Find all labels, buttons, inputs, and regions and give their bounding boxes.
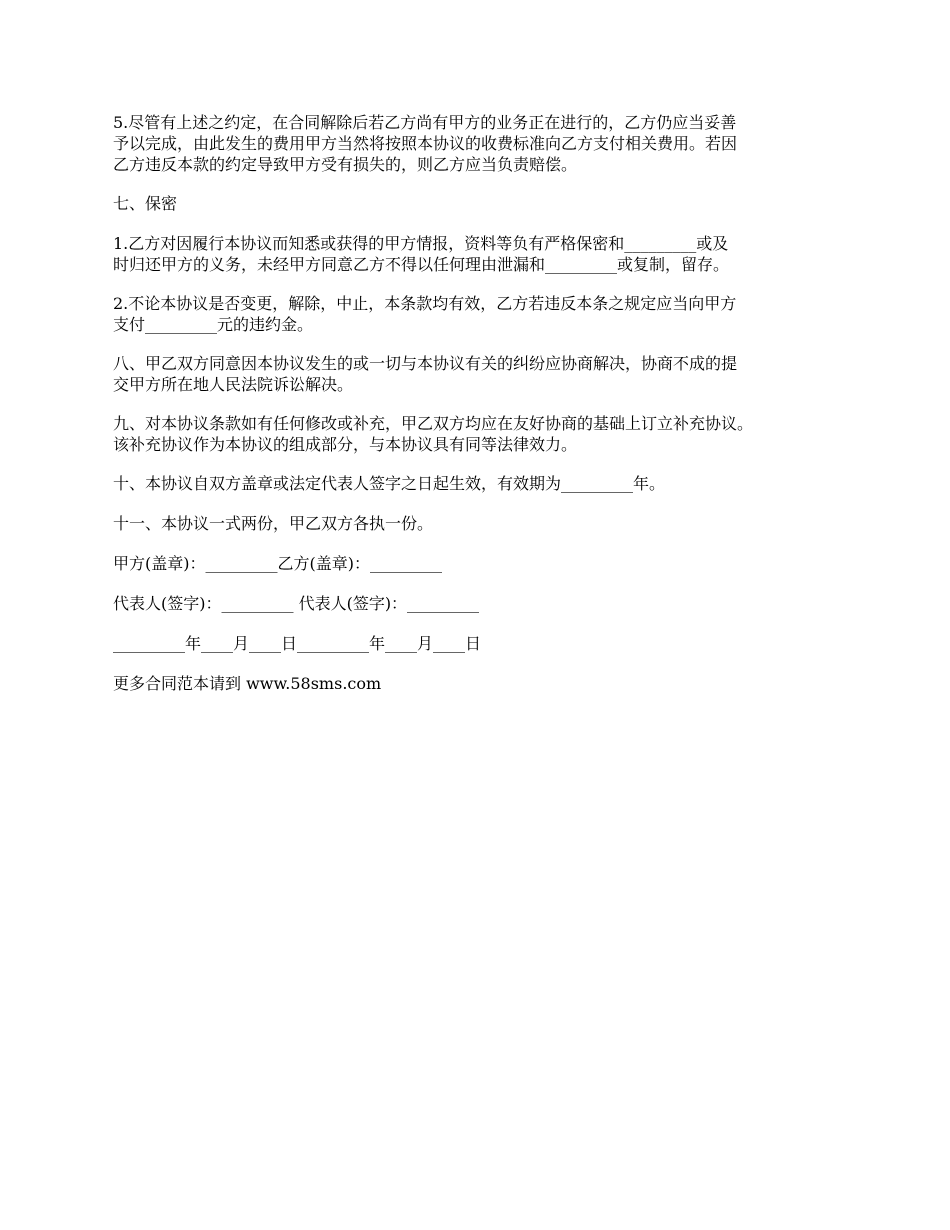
text-line: 十、本协议自双方盖章或法定代表人签字之日起生效，有效期为_________年。 [113,474,666,493]
document-page [113,112,853,713]
heading-text: 七、保密 [113,194,178,213]
text-line: 该补充协议作为本协议的组成部分，与本协议具有同等法律效力。 [113,435,578,454]
clause-8-dispute-resolution [113,353,853,395]
clause-confidentiality-2-penalty [113,293,853,335]
signature-seal-line [113,553,853,574]
signature-representative-line [113,593,853,614]
signature-date-line [113,633,853,654]
text-line: 代表人(签字)：_________ 代表人(签字)：_________ [113,594,480,613]
text-line: 2.不论本协议是否变更，解除，中止，本条款均有效，乙方若违反本条之规定应当向甲方 [113,294,737,313]
clause-confidentiality-1 [113,233,853,275]
text-line: 予以完成，由此发生的费用甲方当然将按照本协议的收费标准向乙方支付相关费用。若因 [113,134,738,153]
text-line: 十一、本协议一式两份，甲乙双方各执一份。 [113,514,434,533]
clause-11-copies [113,513,853,534]
text-line: 时归还甲方的义务，未经甲方同意乙方不得以任何理由泄漏和_________或复制，留存。 [113,255,730,274]
section-heading-confidentiality [113,193,853,214]
text-line: 5.尽管有上述之约定，在合同解除后若乙方尚有甲方的业务正在进行的，乙方仍应当妥善 [113,113,737,132]
clause-10-effective-period [113,473,853,494]
text-line: 支付_________元的违约金。 [113,315,314,334]
clause-5-termination-ongoing-work [113,112,853,175]
text-line: 八、甲乙双方同意因本协议发生的或一切与本协议有关的纠纷应协商解决，协商不成的提 [113,354,738,373]
clause-9-amendments [113,413,853,455]
text-line: 乙方违反本款的约定导致甲方受有损失的，则乙方应当负责赔偿。 [113,155,578,174]
footer-more-templates [113,673,853,694]
text-line: 交甲方所在地人民法院诉讼解决。 [113,375,354,394]
text-line: _________年____月____日_________年____月____日 [113,634,482,653]
text-line: 九、对本协议条款如有任何修改或补充，甲乙双方均应在友好协商的基础上订立补充协议。 [113,414,754,433]
text-line: 甲方(盖章)：_________乙方(盖章)：_________ [113,554,442,573]
text-line: 1.乙方对因履行本协议而知悉或获得的甲方情报，资料等负有严格保密和_________或及 [113,234,729,253]
text-line: 更多合同范本请到 www.58sms.com [113,674,382,693]
